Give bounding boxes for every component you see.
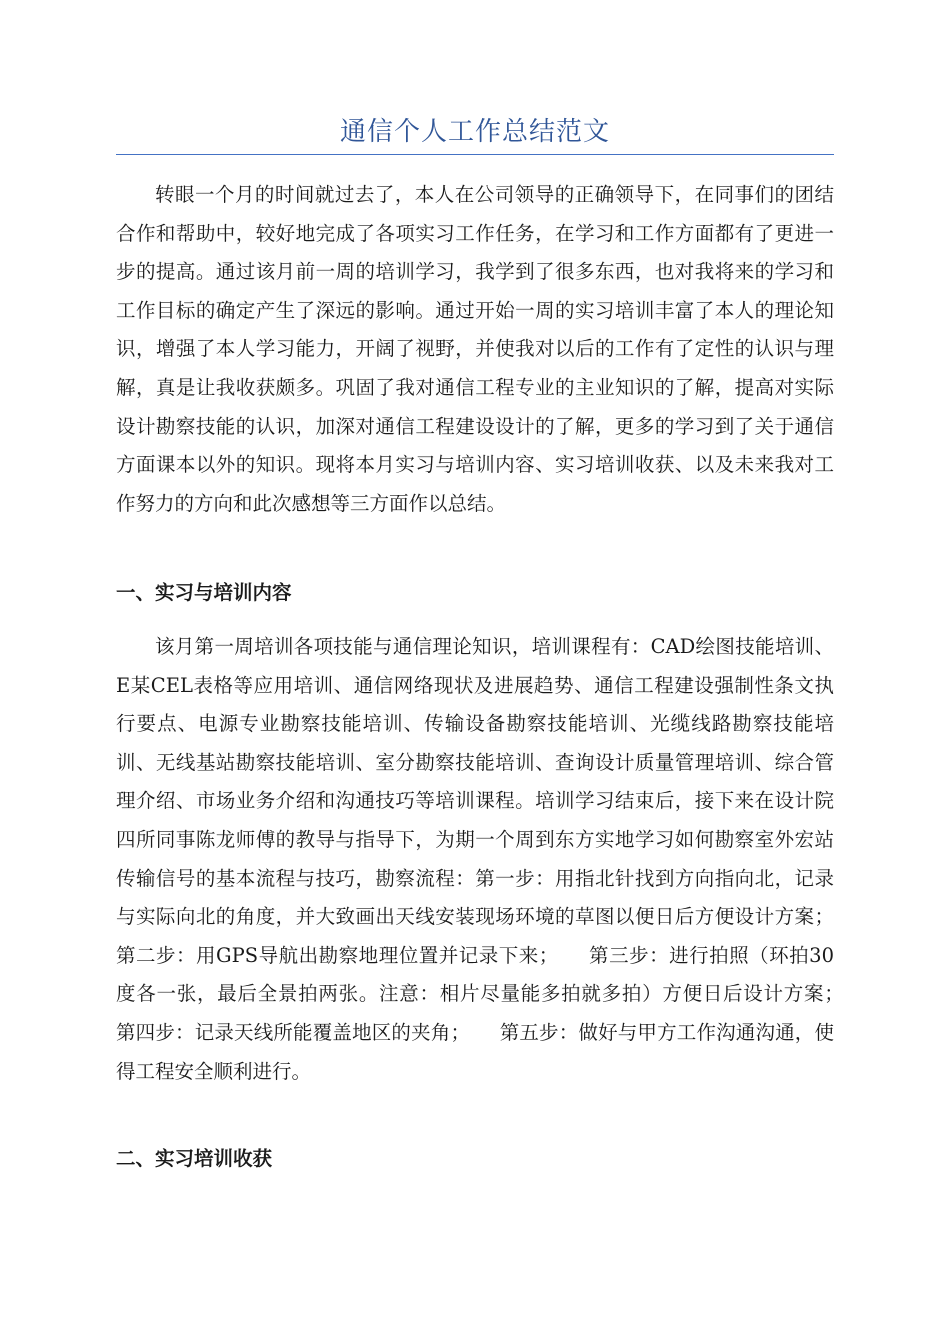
section-heading-training-gains: 二、实习培训收获	[116, 1147, 273, 1170]
title-underline	[116, 154, 834, 155]
section-paragraph-training-content: 该月第一周培训各项技能与通信理论知识，培训课程有：CAD绘图技能培训、E某CEL表格等应用培训、通信网络现状及进展趋势、通信工程建设强制性条文执行要点、电源专业勘察技能培训、传输设备勘察技能培训、光缆线路勘察技能培训、无线基站勘察技能培训、室分勘察技能培训、查询设计质量管理培训、综合管理介绍、市场业务介绍和沟通技巧等培训课程。培训学习结束后，接下来在设计院四所同事陈龙师傅的教导与指导下，为期一个周到东方实地学习如何勘察室外宏站传输信号的基本流程与技巧，勘察流程：第一步：用指北针找到方向指向北，记录与实际向北的角度，并大致画出天线安装现场环境的草图以便日后方便设计方案；第二步：用GPS导航出勘察地理位置并记录下来； 第三步：进行拍照（环拍30度各一张，最后全景拍两张。注意：相片尽量能多拍就多拍）方便日后设计方案； 第四步：记录天线所能覆盖地区的夹角； 第五步：做好与甲方工作沟通沟通，使得工程安全顺利进行。	[116, 635, 874, 1083]
intro-paragraph: 转眼一个月的时间就过去了，本人在公司领导的正确领导下，在同事们的团结合作和帮助中，较好地完成了各项实习工作任务，在学习和工作方面都有了更进一步的提高。通过该月前一周的培训学习，我学到了很多东西，也对我将来的学习和工作目标的确定产生了深远的影响。通过开始一周的实习培训丰富了本人的理论知识，增强了本人学习能力，开阔了视野，并使我对以后的工作有了定性的认识与理解，真是让我收获颇多。巩固了我对通信工程专业的主业知识的了解，提高对实际设计勘察技能的认识，加深对通信工程建设设计的了解，更多的学习到了关于通信方面课本以外的知识。现将本月实习与培训内容、实习培训收获、以及未来我对工作努力的方向和此次感想等三方面作以总结。	[116, 183, 834, 515]
document-title: 通信个人工作总结范文	[339, 117, 610, 147]
section-heading-training-content: 一、实习与培训内容	[116, 581, 292, 604]
